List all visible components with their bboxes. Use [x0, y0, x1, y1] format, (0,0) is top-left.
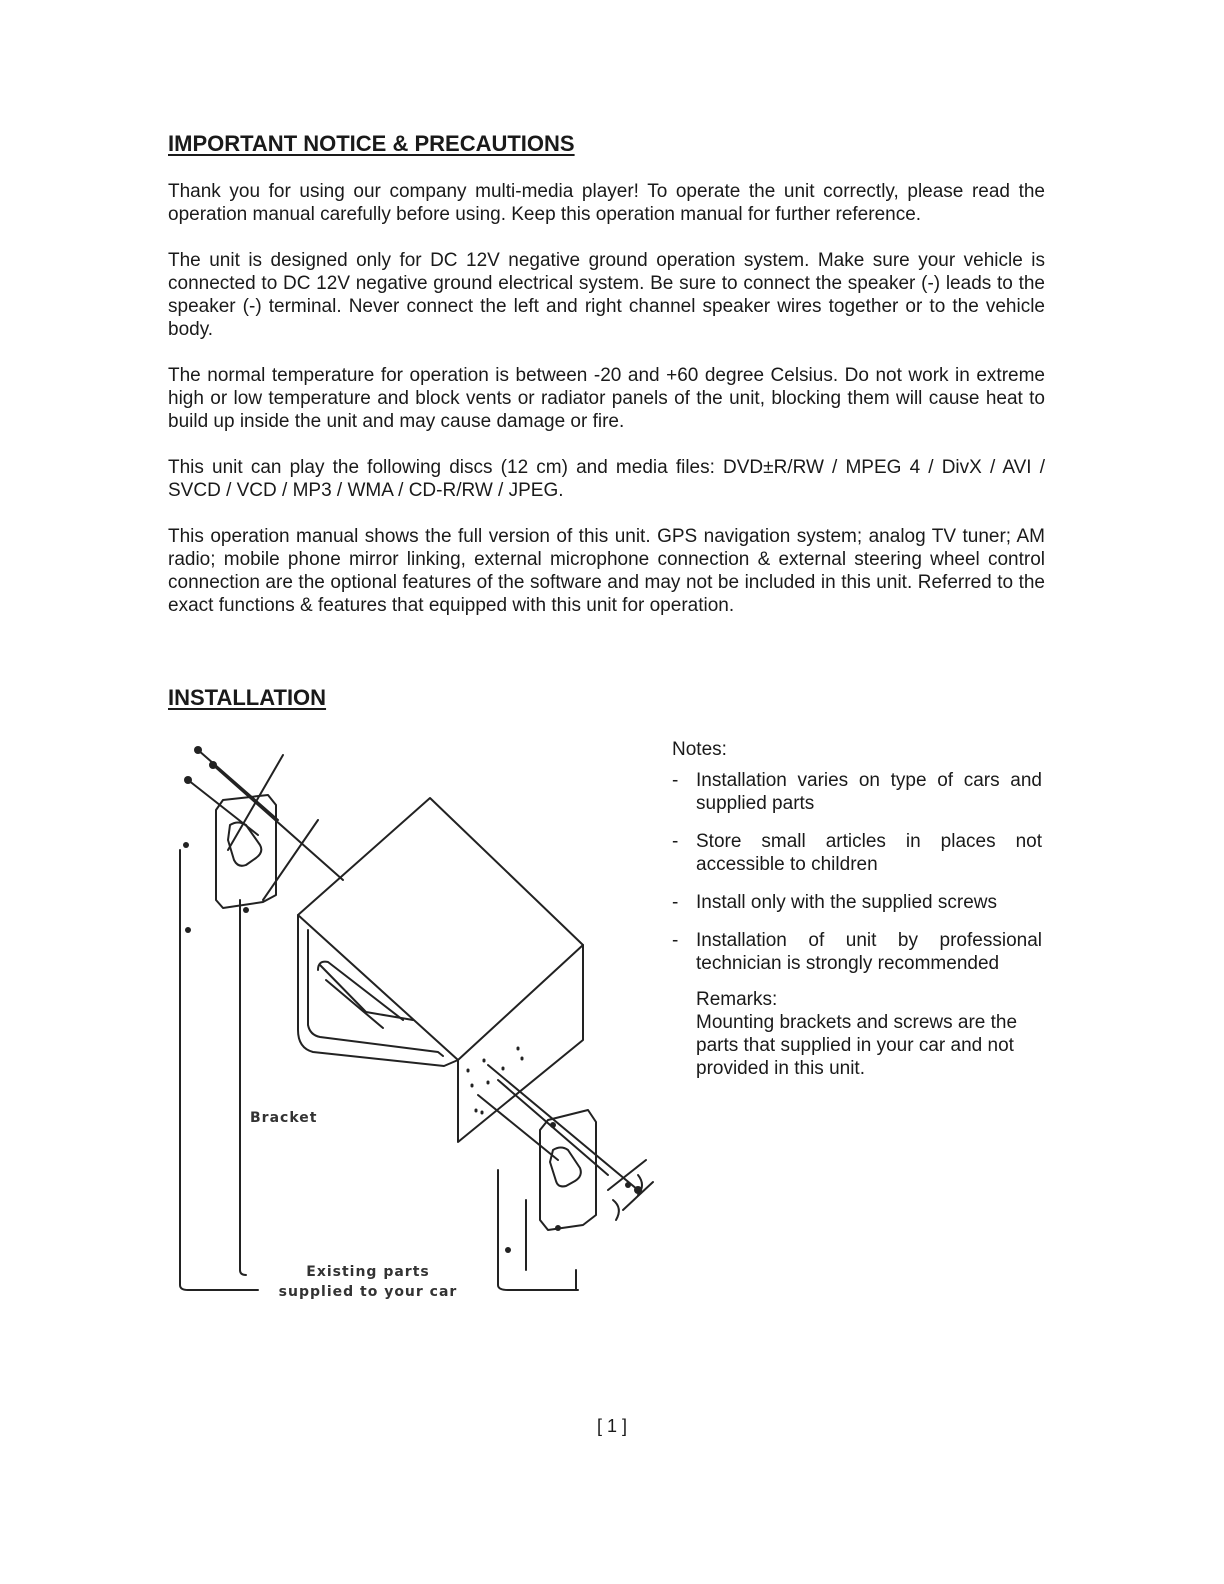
- temperature-paragraph: The normal temperature for operation is between -20 and +60 degree Celsius. Do not work in extreme high or low temperature and block vents or radiator panels of the unit, blocking them will cause heat to build up inside the unit and may cause damage or fire.: [168, 365, 1045, 432]
- note-item: - Installation varies on type of cars and supplied parts: [672, 770, 1042, 814]
- note-item: - Store small articles in places not accessible to children: [672, 831, 1042, 875]
- installation-diagram: [168, 730, 663, 1310]
- notes-panel: [672, 738, 1042, 1080]
- existing-parts-label-line2: supplied to your car: [278, 1284, 458, 1300]
- bullet-dash: -: [672, 892, 679, 913]
- media-paragraph: This unit can play the following discs (12 cm) and media files: DVD±R/RW / MPEG 4 / DivX / AVI / SVCD / VCD / MP3 / WMA / CD-R/RW / JPEG.: [168, 457, 1045, 501]
- power-paragraph: The unit is designed only for DC 12V negative ground operation system. Make sure your vehicle is connected to DC 12V negative ground electrical system. Be sure to connect the speaker (-) leads to the speaker (-) terminal. Never connect the left and right channel speaker wires together or to the vehicle body.: [168, 250, 1045, 340]
- notes-title: Notes:: [672, 739, 727, 760]
- bullet-dash: -: [672, 930, 679, 951]
- installation-heading: INSTALLATION: [168, 685, 327, 710]
- note-item: - Install only with the supplied screws: [672, 892, 997, 913]
- bullet-dash: -: [672, 770, 679, 791]
- features-paragraph: This operation manual shows the full version of this unit. GPS navigation system; analog TV tuner; AM radio; mobile phone mirror linking, external microphone connection & external steering wheel control connection are the optional features of the software and may not be included in this unit. Referred to the exact functions & features that equipped with this unit for operation.: [168, 526, 1045, 616]
- remarks-block: [672, 988, 1042, 1080]
- intro-paragraph: Thank you for using our company multi-media player! To operate the unit correctly, please read the operation manual carefully before using. Keep this operation manual for further reference.: [168, 181, 1045, 225]
- remarks-text: Mounting brackets and screws are the parts that supplied in your car and not provided in this unit.: [696, 1012, 1018, 1079]
- existing-parts-label-line1: Existing parts: [306, 1264, 430, 1280]
- remarks-title: Remarks:: [696, 989, 778, 1010]
- notes-list: [672, 769, 1042, 975]
- bullet-dash: -: [672, 831, 679, 852]
- bracket-label: Bracket: [250, 1110, 318, 1126]
- note-item: - Installation of unit by professional technician is strongly recommended: [672, 930, 1042, 974]
- notice-heading: IMPORTANT NOTICE & PRECAUTIONS: [168, 131, 575, 156]
- page-number: [ 1 ]: [596, 1416, 627, 1436]
